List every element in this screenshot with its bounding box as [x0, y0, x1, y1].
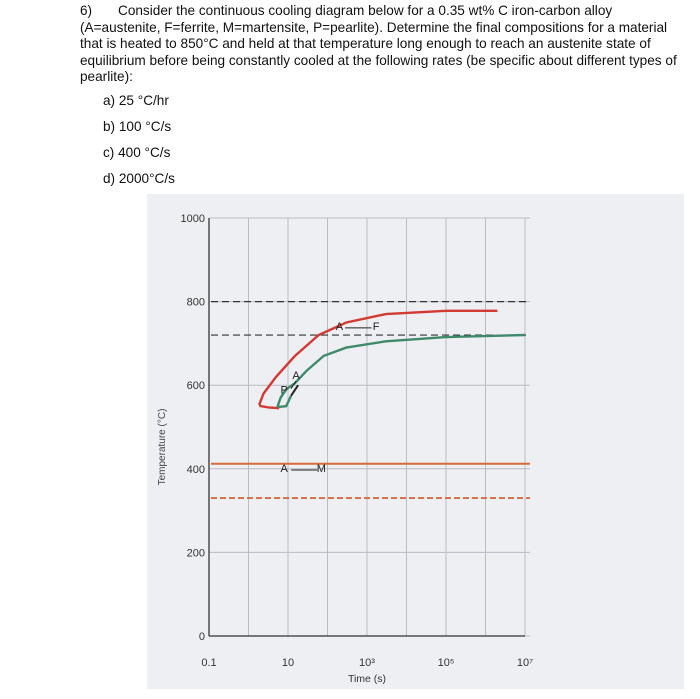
y-axis-label: Temperature (°C) [157, 408, 168, 486]
y-tick-label-0: 1000 [180, 213, 205, 225]
question-number: 6) [80, 3, 93, 18]
question-text: Consider the continuous cooling diagram below for a 0.35 wt% C iron-carbon alloy (A=austenite, F=ferrite, M=martensite, P=pearlite). Determine the final compositions for a material that is heated to 850°C and held at that temperature long enough to reach an austenite state of equilibrium before being constantly cooled at the following rates (be specific about different types of pearlite): [80, 3, 677, 84]
label-af-f: F [372, 321, 380, 334]
x-axis-label: Time (s) [347, 673, 387, 685]
y-tick-label-3: 400 [186, 463, 205, 476]
option-a: a) 25 °C/hr [103, 93, 169, 108]
cct-diagram-photo [147, 194, 684, 689]
x-tick-label-2: 10³ [359, 657, 375, 669]
question [80, 3, 680, 86]
y-tick-label-2: 600 [186, 380, 205, 393]
option-c: c) 400 °C/s [103, 145, 171, 160]
y-tick-label-5: 0 [198, 631, 205, 643]
x-tick-label-3: 10⁵ [437, 657, 455, 669]
label-am-m: M [316, 463, 326, 476]
option-b: b) 100 °C/s [103, 119, 172, 134]
option-d: d) 2000°C/s [103, 171, 175, 186]
answer-options [103, 93, 175, 197]
x-tick-label-0: 0.1 [201, 657, 217, 669]
x-tick-label-1: 10 [281, 657, 295, 669]
photo-background [147, 194, 684, 689]
label-am-a: A [280, 463, 288, 476]
y-tick-label-1: 800 [186, 296, 205, 309]
label-af-a: A [335, 321, 344, 334]
label-ap-p: P [280, 384, 288, 397]
cct-chart [147, 194, 684, 689]
y-tick-label-4: 200 [186, 547, 205, 560]
x-tick-label-4: 10⁷ [516, 657, 534, 669]
label-ap-a: A [292, 369, 300, 382]
